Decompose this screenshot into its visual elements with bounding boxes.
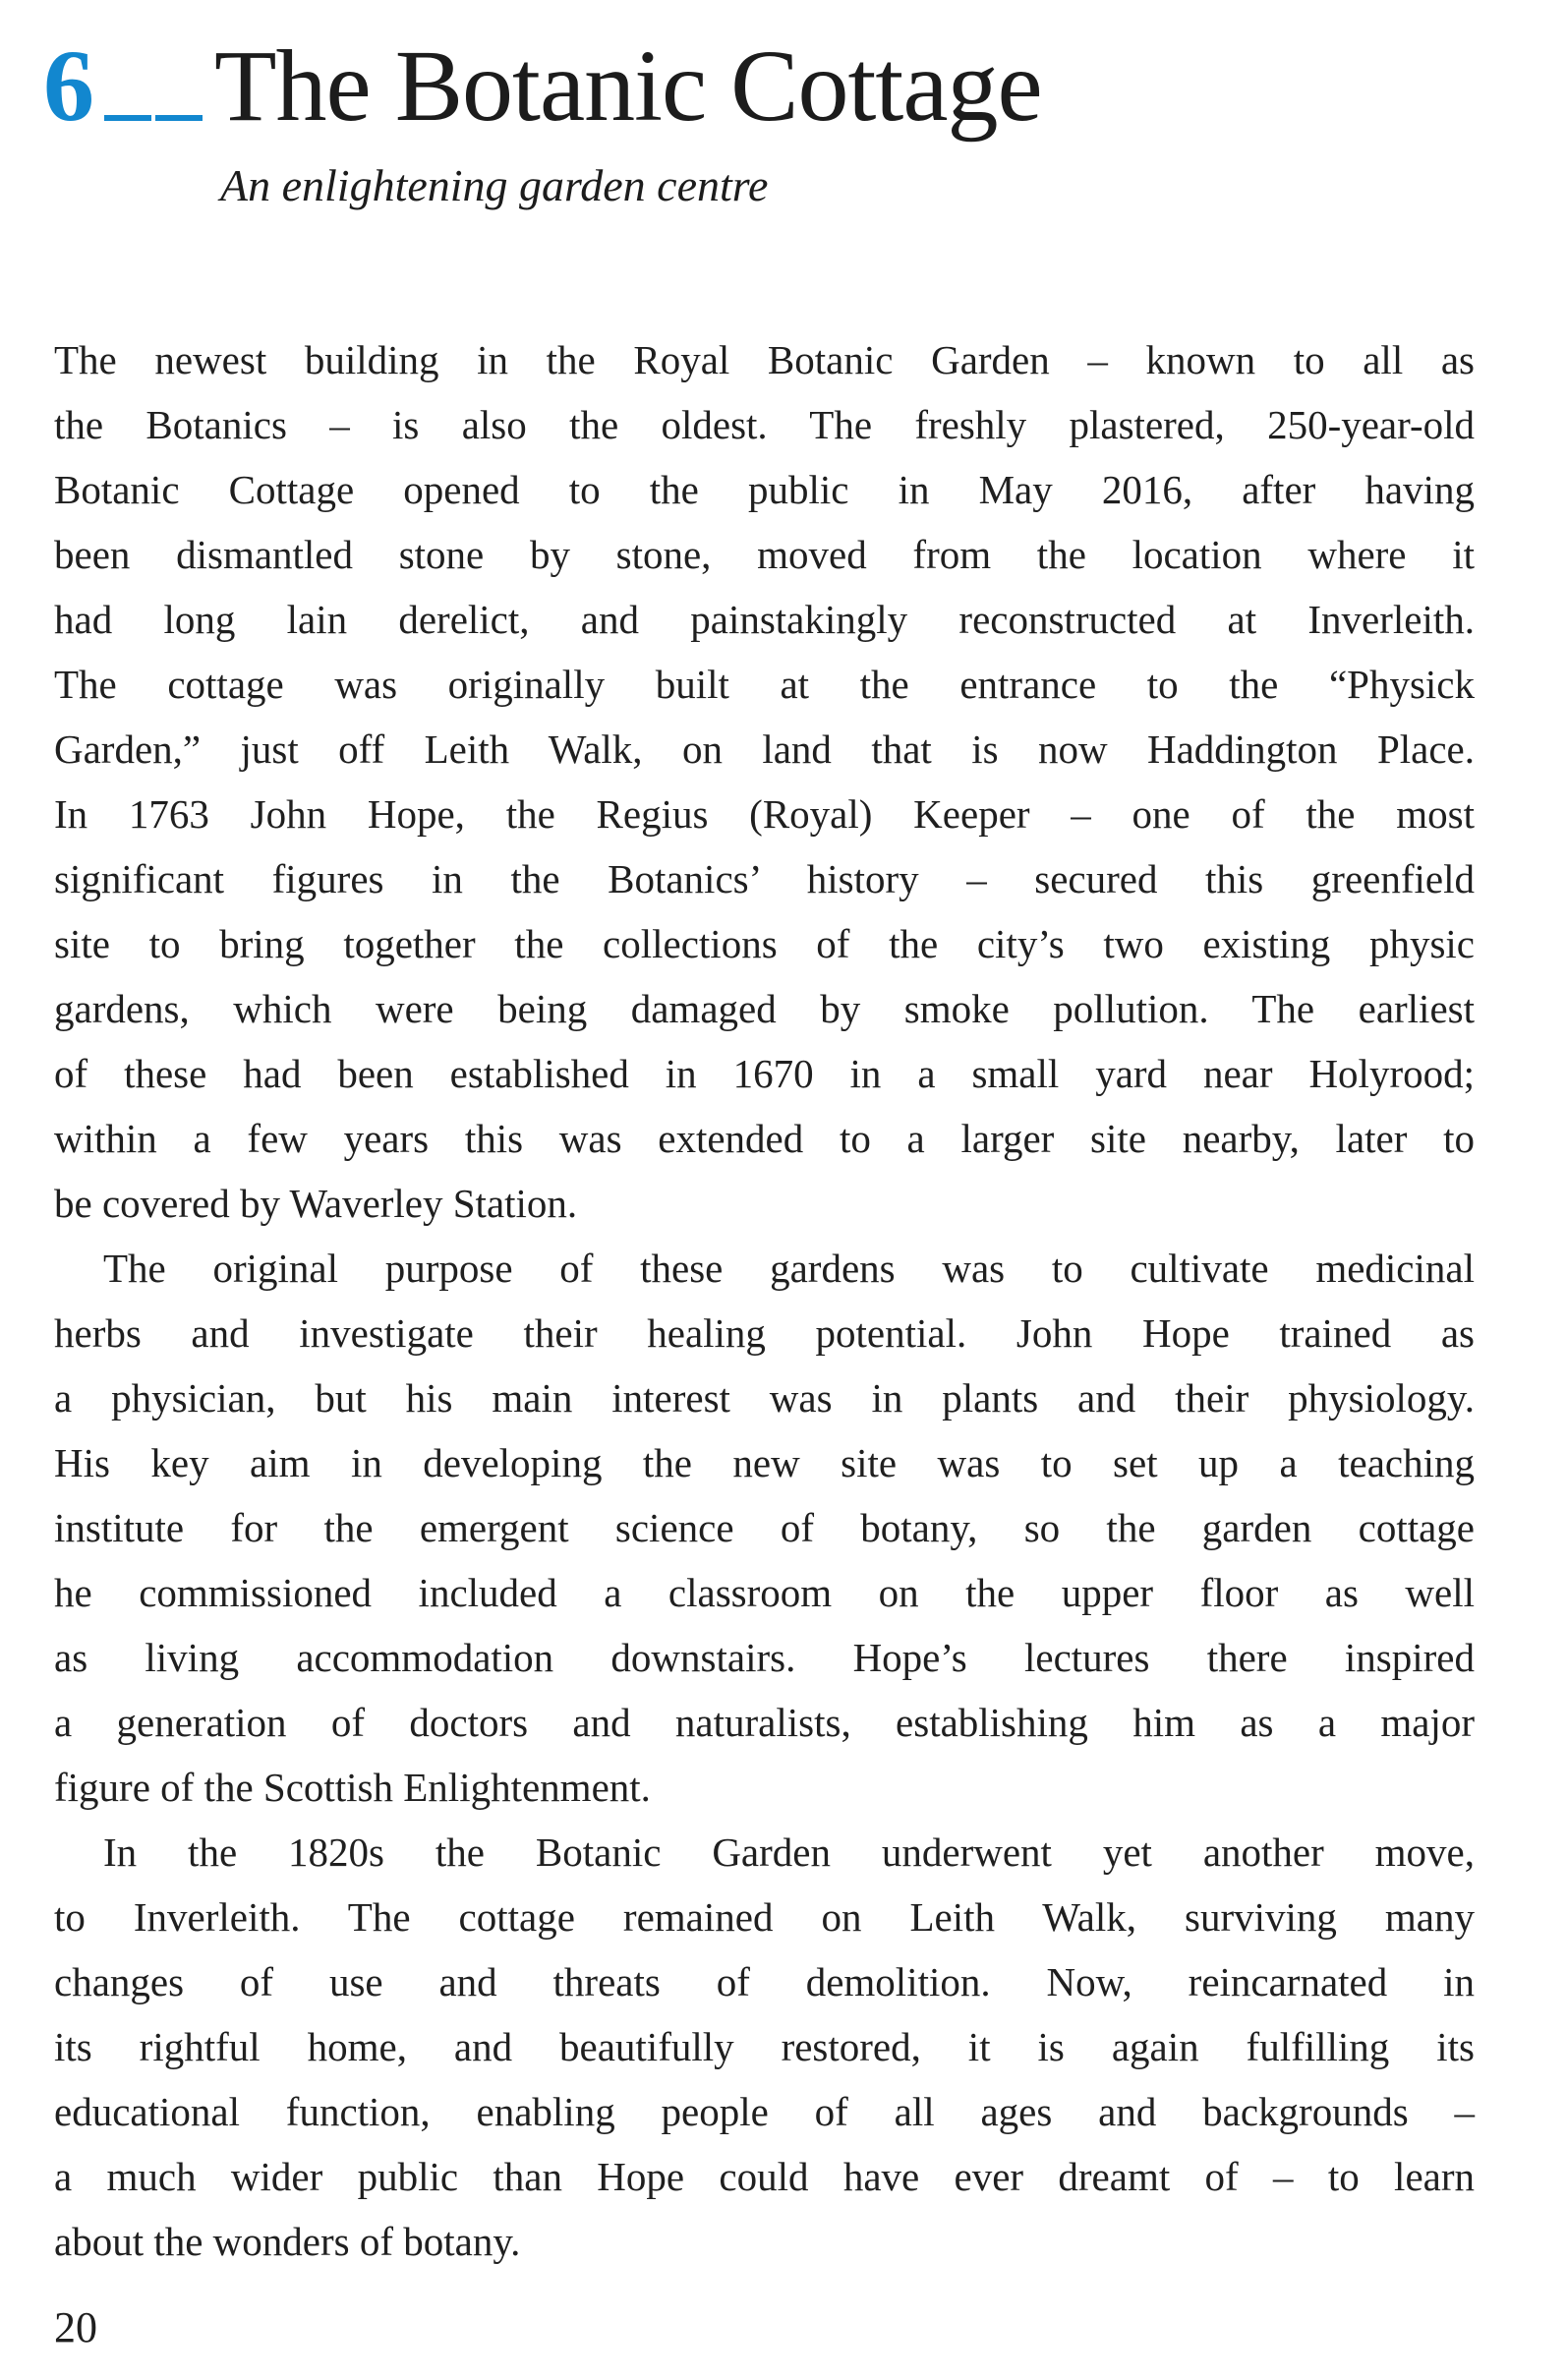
body-line: a generation of doctors and naturalists, establishing him as a major: [54, 1700, 1475, 1745]
body-line: he commissioned included a classroom on the upper floor as well: [54, 1570, 1475, 1615]
body-line: The newest building in the Royal Botanic Garden – known to all as: [54, 337, 1475, 382]
body-line: gardens, which were being damaged by smoke pollution. The earliest: [54, 986, 1475, 1031]
body-line: had long lain derelict, and painstakingly reconstructed at Inverleith.: [54, 597, 1475, 642]
body-line: be covered by Waverley Station.: [54, 1181, 578, 1226]
body-line: to Inverleith. The cottage remained on Leith Walk, surviving many: [54, 1894, 1475, 1940]
body-line: as living accommodation downstairs. Hope’s lectures there inspired: [54, 1635, 1475, 1680]
chapter-rule: [104, 115, 203, 121]
body-line: within a few years this was extended to a larger site nearby, later to: [54, 1116, 1475, 1161]
chapter-rule-segment: [155, 115, 203, 121]
body-line: site to bring together the collections of the city’s two existing physic: [54, 921, 1475, 966]
chapter-number: 6: [43, 29, 94, 143]
body-line: a much wider public than Hope could have ever dreamt of – to learn: [54, 2154, 1475, 2199]
body-line: the Botanics – is also the oldest. The freshly plastered, 250-year-old: [54, 402, 1475, 447]
body-line: figure of the Scottish Enlightenment.: [54, 1765, 651, 1810]
body-line: changes of use and threats of demolition. Now, reincarnated in: [54, 1959, 1475, 2004]
body-line: its rightful home, and beautifully restored, it is again fulfilling its: [54, 2024, 1475, 2069]
body-line: been dismantled stone by stone, moved from the location where it: [54, 532, 1475, 577]
body-text: [54, 327, 1475, 2274]
body-line: institute for the emergent science of botany, so the garden cottage: [54, 1505, 1475, 1550]
body-line: Botanic Cottage opened to the public in May 2016, after having: [54, 467, 1475, 512]
body-line: In 1763 John Hope, the Regius (Royal) Keeper – one of the most: [54, 791, 1475, 837]
chapter-subtitle: An enlightening garden centre: [220, 160, 769, 210]
body-line: The original purpose of these gardens was to cultivate medicinal: [103, 1246, 1475, 1291]
body-line: His key aim in developing the new site was to set up a teaching: [54, 1440, 1475, 1485]
chapter-title: The Botanic Cottage: [214, 29, 1042, 143]
chapter-rule-segment: [104, 115, 151, 121]
body-line: herbs and investigate their healing potential. John Hope trained as: [54, 1310, 1475, 1356]
body-line: The cottage was originally built at the entrance to the “Physick: [54, 662, 1475, 707]
body-line: of these had been established in 1670 in a small yard near Holyrood;: [54, 1051, 1475, 1096]
body-line: Garden,” just off Leith Walk, on land that is now Haddington Place.: [54, 726, 1475, 772]
body-line: In the 1820s the Botanic Garden underwent yet another move,: [103, 1829, 1475, 1875]
body-line: a physician, but his main interest was in plants and their physiology.: [54, 1375, 1475, 1421]
page-number: 20: [54, 2303, 97, 2351]
body-line: educational function, enabling people of all ages and backgrounds –: [54, 2089, 1475, 2134]
body-line: significant figures in the Botanics’ history – secured this greenfield: [54, 856, 1475, 901]
body-line: about the wonders of botany.: [54, 2219, 521, 2264]
